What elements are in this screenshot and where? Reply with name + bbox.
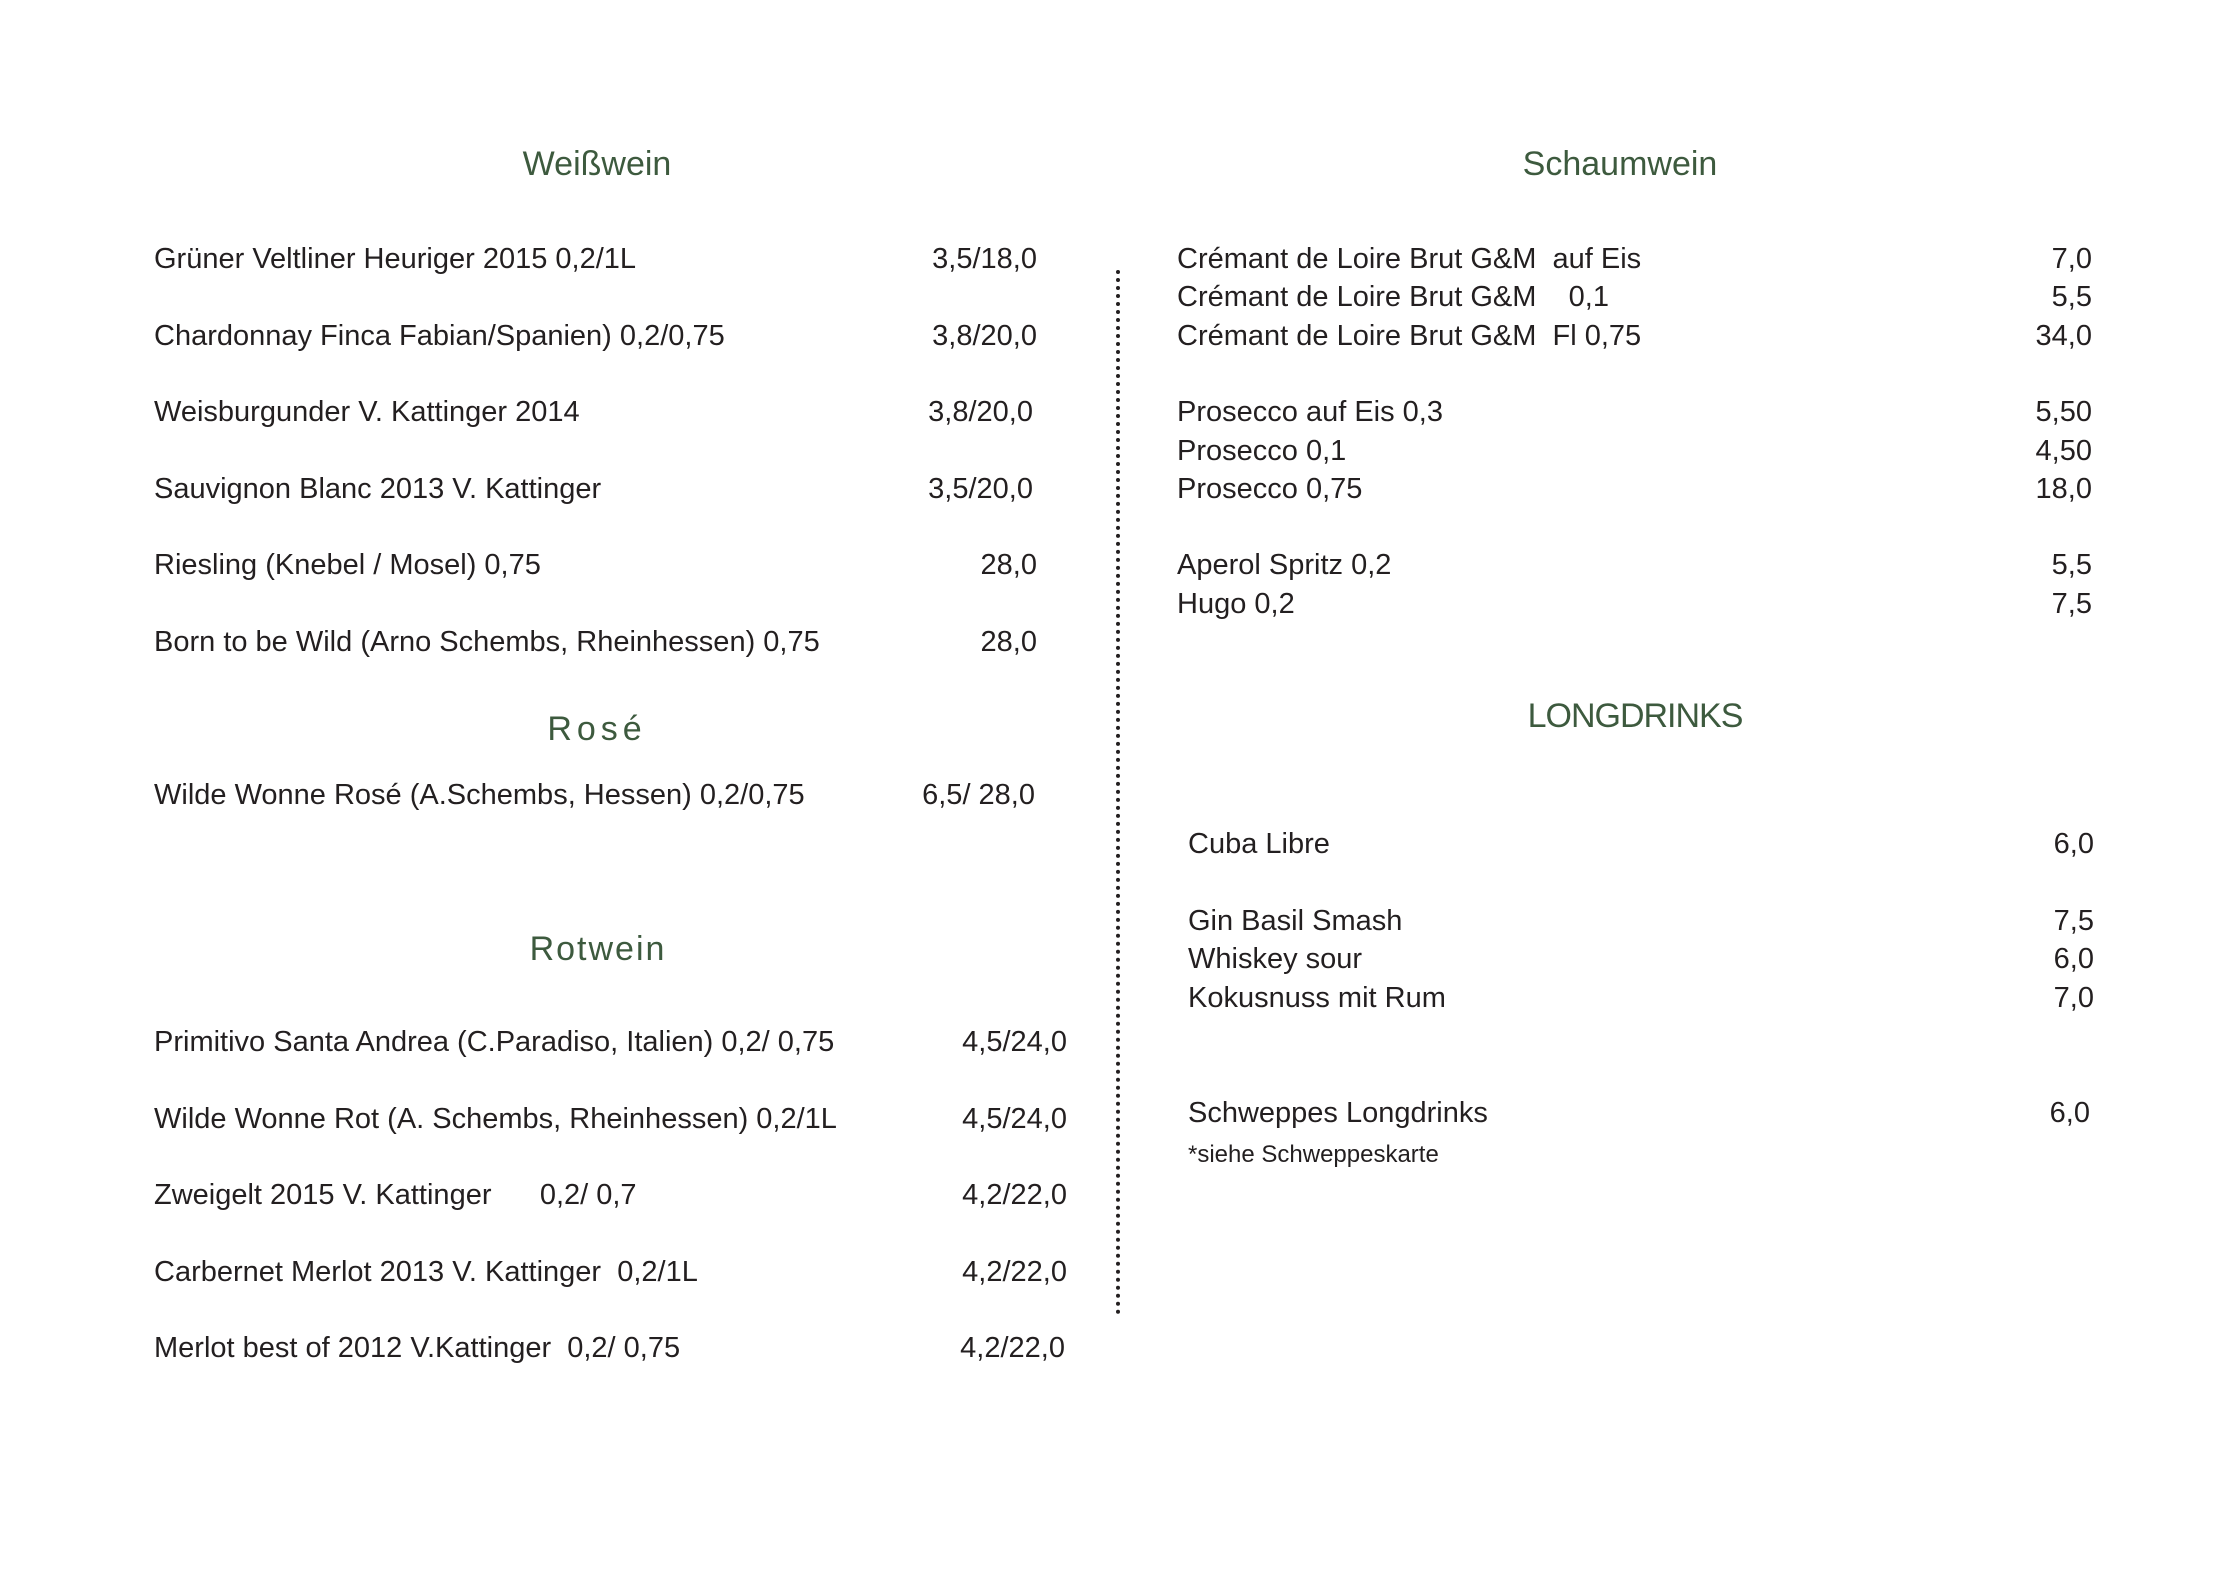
menu-item-price: 3,8/20,0 [932, 320, 1037, 352]
menu-item-price: 4,2/22,0 [962, 1179, 1067, 1211]
menu-item-name: Carbernet Merlot 2013 V. Kattinger 0,2/1L [154, 1256, 698, 1288]
menu-item-price: 6,0 [2053, 828, 2094, 860]
menu-item-price: 34,0 [2035, 320, 2092, 352]
menu-item-name: Primitivo Santa Andrea (C.Paradiso, Italien) 0,2/ 0,75 [154, 1026, 835, 1058]
menu-item-price: 6,0 [2049, 1097, 2090, 1129]
menu-item-name: Chardonnay Finca Fabian/Spanien) 0,2/0,75 [154, 320, 725, 352]
menu-item-name: Gin Basil Smash [1188, 905, 1403, 937]
menu-item-name: Schweppes Longdrinks [1188, 1097, 1488, 1129]
menu-item-name: Hugo 0,2 [1177, 588, 1295, 620]
menu-item-price: 6,0 [2053, 943, 2094, 975]
longdrinks-footnote: *siehe Schweppeskarte [1188, 1141, 1439, 1168]
heading-rose: Rosé [547, 710, 647, 748]
menu-item-price: 5,5 [2051, 549, 2092, 581]
menu-item-name: Crémant de Loire Brut G&M auf Eis [1177, 243, 1642, 275]
menu-item-price: 7,5 [2051, 588, 2092, 620]
menu-item-price: 4,2/22,0 [960, 1332, 1065, 1364]
menu-item-name: Weisburgunder V. Kattinger 2014 [154, 396, 580, 428]
menu-item-price: 7,0 [2051, 243, 2092, 275]
menu-item-price: 7,0 [2053, 982, 2094, 1014]
menu-item-price: 3,5/20,0 [928, 473, 1033, 505]
menu-item-name: Grüner Veltliner Heuriger 2015 0,2/1L [154, 243, 637, 275]
menu-item-name: Cuba Libre [1188, 828, 1330, 860]
menu-item-price: 6,5/ 28,0 [922, 779, 1035, 811]
heading-rotwein: Rotwein [529, 930, 667, 968]
menu-item-name: Merlot best of 2012 V.Kattinger 0,2/ 0,75 [154, 1332, 681, 1364]
menu-item-name: Aperol Spritz 0,2 [1177, 549, 1392, 581]
heading-schaumwein: Schaumwein [1522, 145, 1718, 183]
menu-item-price: 28,0 [980, 549, 1037, 581]
menu-item-name: Whiskey sour [1188, 943, 1363, 975]
heading-weisswein: Weißwein [522, 145, 672, 183]
menu-item-price: 4,2/22,0 [962, 1256, 1067, 1288]
heading-longdrinks: LONGDRINKS [1527, 697, 1743, 735]
menu-item-name: Wilde Wonne Rosé (A.Schembs, Hessen) 0,2/0,75 [154, 779, 805, 811]
menu-item-name: Sauvignon Blanc 2013 V. Kattinger [154, 473, 602, 505]
menu-item-price: 4,50 [2035, 435, 2092, 467]
menu-item-price: 28,0 [980, 626, 1037, 658]
menu-item-price: 4,5/24,0 [962, 1026, 1067, 1058]
menu-item-name: Riesling (Knebel / Mosel) 0,75 [154, 549, 541, 581]
menu-item-name: Kokusnuss mit Rum [1188, 982, 1446, 1014]
menu-item-price: 18,0 [2035, 473, 2092, 505]
menu-item-name: Prosecco 0,1 [1177, 435, 1347, 467]
menu-item-price: 3,5/18,0 [932, 243, 1037, 275]
menu-item-name: Crémant de Loire Brut G&M Fl 0,75 [1177, 320, 1642, 352]
menu-item-name: Prosecco auf Eis 0,3 [1177, 396, 1443, 428]
column-divider [1116, 270, 1120, 1315]
menu-item-name: Crémant de Loire Brut G&M 0,1 [1177, 281, 1609, 313]
menu-item-price: 5,50 [2035, 396, 2092, 428]
menu-item-price: 5,5 [2051, 281, 2092, 313]
menu-item-name: Prosecco 0,75 [1177, 473, 1363, 505]
menu-item-price: 7,5 [2053, 905, 2094, 937]
menu-item-price: 4,5/24,0 [962, 1103, 1067, 1135]
menu-item-price: 3,8/20,0 [928, 396, 1033, 428]
menu-item-name: Wilde Wonne Rot (A. Schembs, Rheinhessen) 0,2/1L [154, 1103, 837, 1135]
menu-item-name: Born to be Wild (Arno Schembs, Rheinhessen) 0,75 [154, 626, 820, 658]
menu-item-name: Zweigelt 2015 V. Kattinger 0,2/ 0,7 [154, 1179, 637, 1211]
